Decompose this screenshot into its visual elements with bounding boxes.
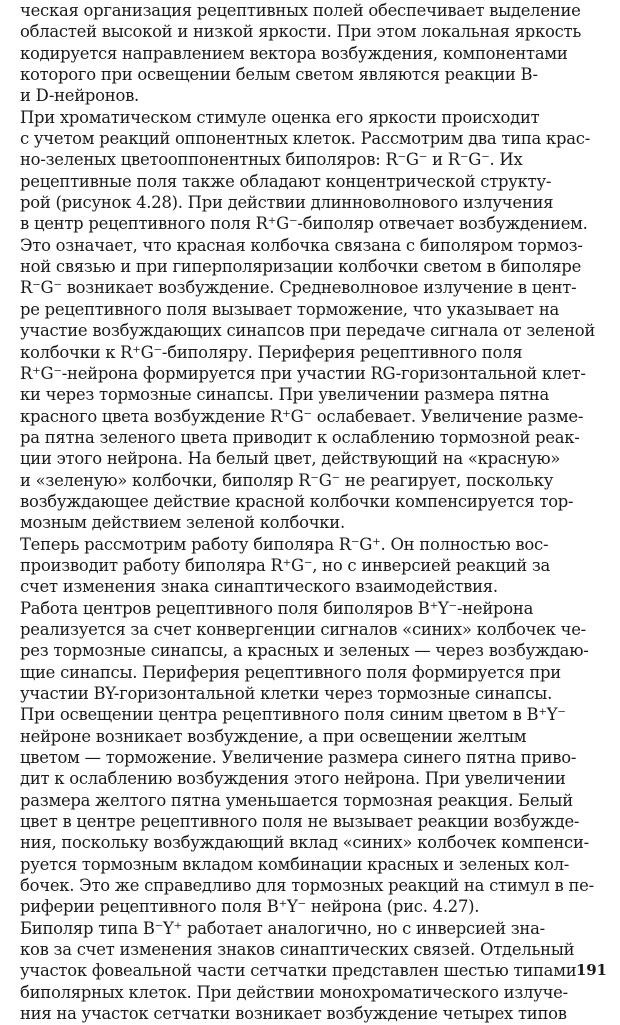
text-line: размера желтого пятна уменьшается тормозная реакция. Белый — [20, 790, 573, 810]
text-line: При хроматическом стимуле оценка его яркости происходит — [20, 107, 540, 127]
text-line: участие возбуждающих синапсов при передаче сигнала от зеленой — [20, 321, 596, 341]
text-line: R⁻G⁻ возникает возбуждение. Средневолновое излучение в цент- — [20, 278, 577, 298]
text-line: колбочки к R⁺G⁻-биполяру. Периферия рецептивного поля — [20, 342, 523, 362]
text-line: Работа центров рецептивного поля биполяров B⁺Y⁻-нейрона — [20, 598, 534, 618]
text-line: счет изменения знака синаптического взаимодействия. — [20, 577, 498, 597]
text-line: участии BY-горизонтальной клетки через тормозные синапсы. — [20, 684, 553, 703]
text-line: цветом — торможение. Увеличение размера синего пятна приво- — [20, 748, 577, 768]
text-line: и D-нейронов. — [20, 86, 140, 106]
page-number: 191 — [576, 961, 607, 979]
text-line: и «зеленую» колбочки, биполяр R⁻G⁻ не реагирует, поскольку — [20, 470, 554, 490]
text-line: дит к ослаблению возбуждения этого нейрона. При увеличении — [20, 769, 566, 789]
text-line: областей высокой и низкой яркости. При этом локальная яркость — [20, 22, 582, 42]
text-line: бочек. Это же справедливо для тормозных реакций на стимул в пе- — [20, 876, 594, 896]
text-line: ра пятна зеленого цвета приводит к ослаблению тормозной реак- — [20, 427, 580, 447]
text-line: красного цвета возбуждение R⁺G⁻ ослабевает. Увеличение разме- — [20, 406, 584, 426]
text-line: рой (рисунок 4.28). При действии длинноволнового излучения — [20, 193, 554, 213]
text-line: кодируется направлением вектора возбуждения, компонентами — [20, 43, 568, 63]
text-line: биполярных клеток. При действии монохроматического излуче- — [20, 982, 568, 1002]
body-text — [20, 0, 612, 1025]
text-line: с учетом реакций оппонентных клеток. Рассмотрим два типа крас- — [20, 129, 591, 149]
text-line: ре рецептивного поля вызывает торможение, что указывает на — [20, 299, 560, 319]
text-line: цвет в центре рецептивного поля не вызывает реакции возбужде- — [20, 812, 580, 832]
text-line: риферии рецептивного поля B⁺Y⁻ нейрона (рис. 4.27). — [20, 897, 480, 917]
text-line: При освещении центра рецептивного поля синим цветом в B⁺Y⁻ — [20, 705, 566, 725]
text-line: R⁺G⁻-нейрона формируется при участии RG-горизонтальной клет- — [20, 363, 586, 383]
text-line: реализуется за счет конвергенции сигналов «синих» колбочек че- — [20, 619, 586, 639]
text-line: производит работу биполяра R⁺G⁻, но с инверсией реакций за — [20, 555, 551, 575]
text-line: руется тормозным вкладом комбинации красных и зеленых кол- — [20, 854, 570, 874]
text-line: ной связью и при гиперполяризации колбочки светом в биполяре — [20, 257, 582, 277]
text-line: ков за счет изменения знаков синаптических связей. Отдельный — [20, 940, 575, 960]
text-line: мозным действием зеленой колбочки. — [20, 513, 345, 533]
text-line: нейроне возникает возбуждение, а при освещении желтым — [20, 726, 527, 746]
text-line: щие синапсы. Периферия рецептивного поля формируется при — [20, 662, 561, 682]
text-line: ния, поскольку возбуждающий вклад «синих» колбочек компенси- — [20, 833, 589, 853]
text-line: участок фовеальной части сетчатки представлен шестью типами — [20, 961, 577, 981]
text-line: Биполяр типа B⁻Y⁺ работает аналогично, но с инверсией зна- — [20, 918, 545, 938]
text-line: Теперь рассмотрим работу биполяра R⁻G⁺. Он полностью вос- — [20, 534, 549, 554]
text-line: рез тормозные синапсы, а красных и зеленых — через возбуждаю- — [20, 641, 589, 661]
text-line: в центр рецептивного поля R⁺G⁻-биполяр отвечает возбуждением. — [20, 214, 588, 234]
text-line: ки через тормозные синапсы. При увеличении размера пятна — [20, 385, 549, 405]
text-line: ции этого нейрона. На белый цвет, действующий на «красную» — [20, 449, 561, 469]
text-line: но-зеленых цветооппонентных биполяров: R⁻G⁻ и R⁻G⁻. Их — [20, 150, 523, 170]
text-line: возбуждающее действие красной колбочки компенсируется тор- — [20, 491, 574, 511]
text-line: рецептивные поля также обладают концентрической структу- — [20, 171, 552, 191]
text-line: ния на участок сетчатки возникает возбуждение четырех типов — [20, 1004, 567, 1024]
text-line: Это означает, что красная колбочка связана с биполяром тормоз- — [20, 235, 583, 255]
text-line: которого при освещении белым светом являются реакции B- — [20, 65, 538, 85]
text-line: ческая организация рецептивных полей обеспечивает выделение — [20, 1, 581, 20]
